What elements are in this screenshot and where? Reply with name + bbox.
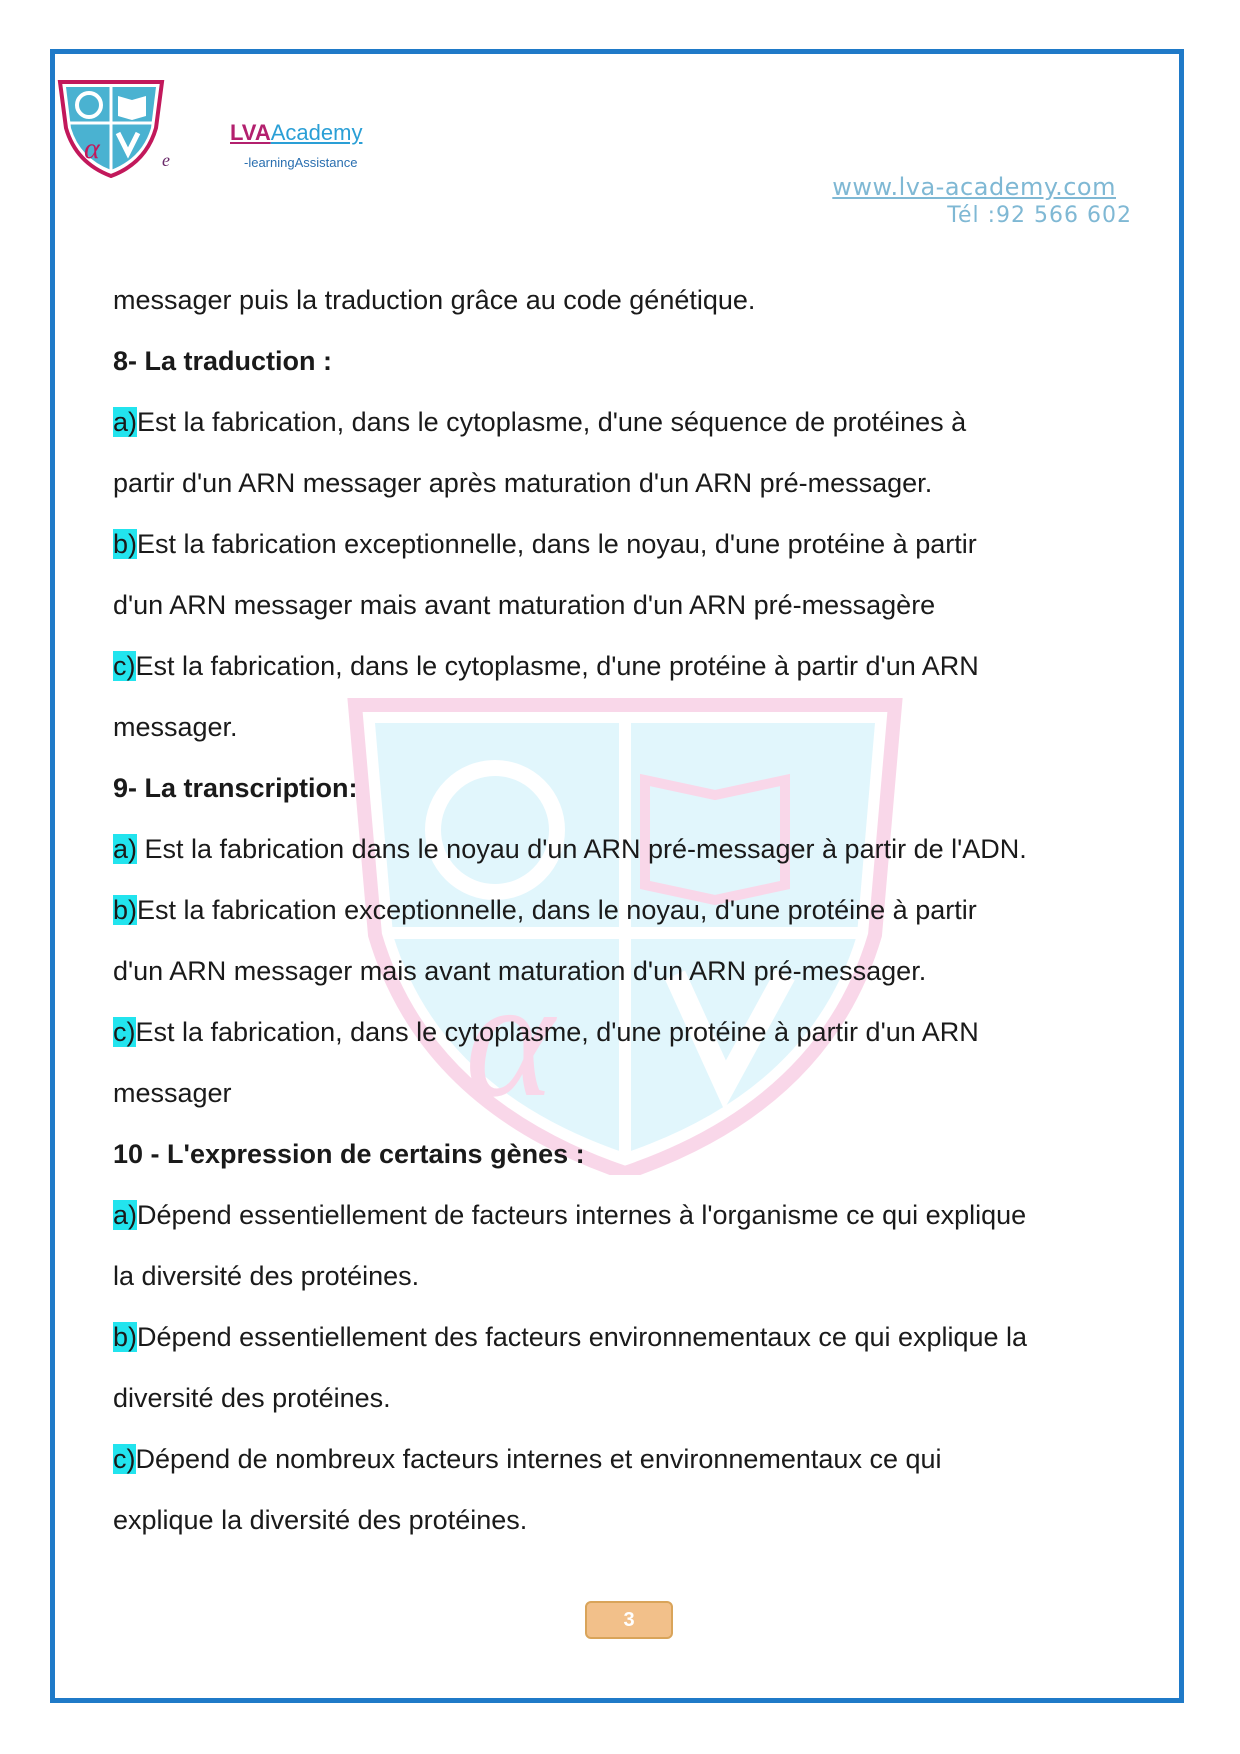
option-marker: a) bbox=[113, 407, 138, 437]
option-9b bbox=[113, 886, 1153, 947]
phone-number: Tél :92 566 602 bbox=[947, 203, 1132, 228]
question-10-title: 10 - L'expression de certains gènes : bbox=[113, 1139, 585, 1169]
option-marker: c) bbox=[113, 1444, 136, 1474]
text-line: la diversité des protéines. bbox=[113, 1261, 420, 1291]
logo-e-mark: e bbox=[162, 150, 170, 170]
text-line: messager bbox=[113, 1078, 232, 1108]
option-marker: b) bbox=[113, 1322, 138, 1352]
svg-text:α: α bbox=[84, 132, 100, 165]
text-line: d'un ARN messager mais avant maturation d'un ARN pré-messagère bbox=[113, 590, 936, 620]
question-8-title: 8- La traduction : bbox=[113, 346, 333, 376]
website-link[interactable]: www.lva-academy.com bbox=[832, 173, 1116, 201]
svg-text:α: α bbox=[465, 944, 555, 1132]
option-marker: b) bbox=[113, 895, 138, 925]
academy-logo bbox=[56, 78, 166, 178]
option-marker: c) bbox=[113, 1017, 136, 1047]
option-9a bbox=[113, 825, 1153, 886]
document-body bbox=[113, 276, 1153, 1557]
option-text: Est la fabrication, dans le cytoplasme, d'une protéine à partir d'un ARN bbox=[135, 651, 979, 681]
option-10a bbox=[113, 1191, 1153, 1252]
brand-lva: LVA bbox=[230, 120, 271, 145]
option-text: Est la fabrication exceptionnelle, dans le noyau, d'une protéine à partir bbox=[137, 895, 977, 925]
option-text: Est la fabrication, dans le cytoplasme, d'une protéine à partir d'un ARN bbox=[135, 1017, 979, 1047]
option-8c bbox=[113, 642, 1153, 703]
option-marker: a) bbox=[113, 1200, 138, 1230]
question-9-title: 9- La transcription: bbox=[113, 773, 358, 803]
text-line: d'un ARN messager mais avant maturation d'un ARN pré-messager. bbox=[113, 956, 927, 986]
option-text: Dépend essentiellement des facteurs environnementaux ce qui explique la bbox=[137, 1322, 1028, 1352]
page-number-badge: 3 bbox=[585, 1601, 673, 1639]
option-8a bbox=[113, 398, 1153, 459]
option-marker: b) bbox=[113, 529, 138, 559]
option-10c bbox=[113, 1435, 1153, 1496]
option-8b bbox=[113, 520, 1153, 581]
option-text: Dépend de nombreux facteurs internes et environnementaux ce qui bbox=[135, 1444, 942, 1474]
option-text: Est la fabrication, dans le cytoplasme, d'une séquence de protéines à bbox=[137, 407, 967, 437]
option-marker: a) bbox=[113, 834, 138, 864]
text-line: messager. bbox=[113, 712, 238, 742]
option-marker: c) bbox=[113, 651, 136, 681]
option-text: Est la fabrication dans le noyau d'un ARN pré-messager à partir de l'ADN. bbox=[137, 834, 1027, 864]
option-text: Dépend essentiellement de facteurs internes à l'organisme ce qui explique bbox=[137, 1200, 1027, 1230]
brand-tagline: -learningAssistance bbox=[244, 155, 358, 170]
option-9c bbox=[113, 1008, 1153, 1069]
text-line: diversité des protéines. bbox=[113, 1383, 391, 1413]
option-10b bbox=[113, 1313, 1153, 1374]
option-text: Est la fabrication exceptionnelle, dans le noyau, d'une protéine à partir bbox=[137, 529, 977, 559]
brand-name bbox=[230, 120, 362, 146]
text-line: explique la diversité des protéines. bbox=[113, 1505, 528, 1535]
brand-academy: Academy bbox=[270, 120, 363, 145]
text-line: partir d'un ARN messager après maturation d'un ARN pré-messager. bbox=[113, 468, 933, 498]
text-line: messager puis la traduction grâce au code génétique. bbox=[113, 285, 756, 315]
